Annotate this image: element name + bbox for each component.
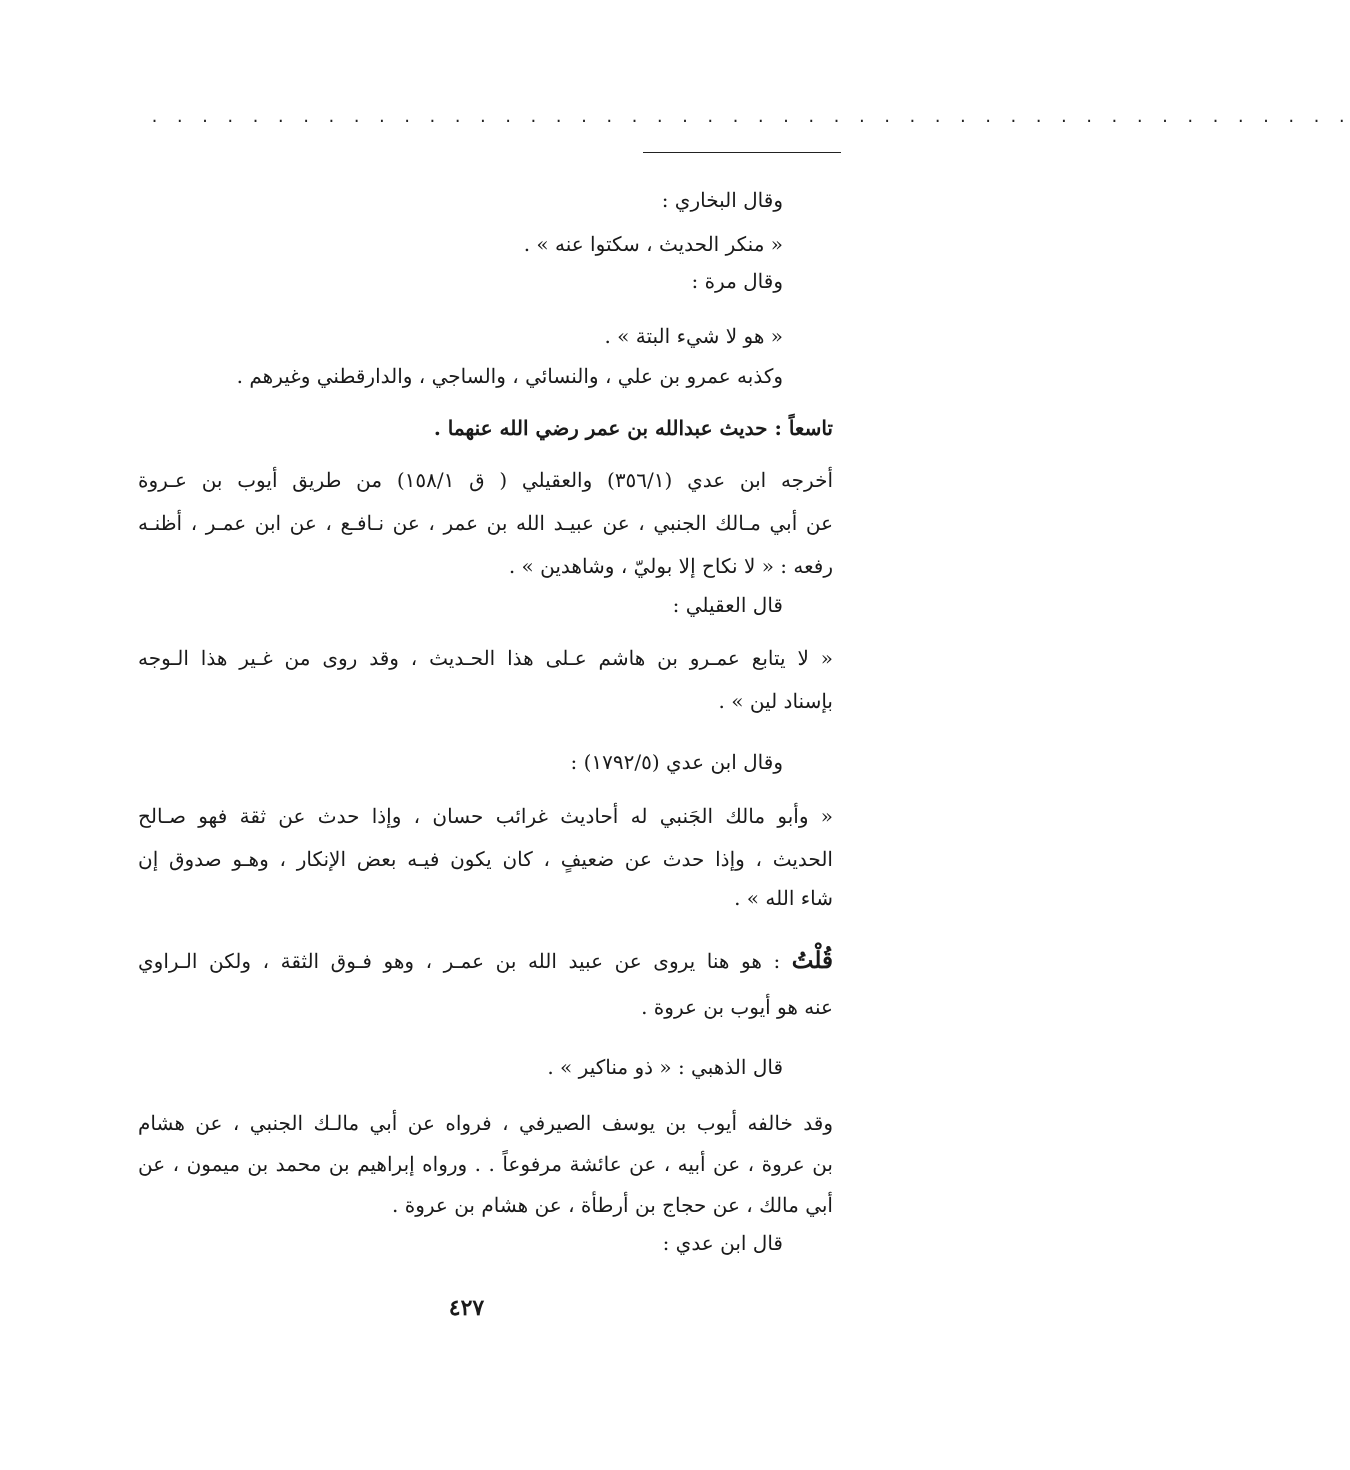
text-line: بن عروة ، عن أبيه ، عن عائشة مرفوعاً . . ورواه إبراهيم بن محمد بن ميمون ، عن	[138, 1152, 833, 1176]
text-line: « هو لا شيء البتة » .	[604, 324, 783, 348]
text-line: وقال البخاري :	[661, 188, 783, 212]
text-line: عن أبي مـالك الجنبي ، عن عبيـد الله بن عمر ، عن نـافـع ، عن ابن عمـر ، أظنـه	[138, 511, 833, 535]
text-line: قال ابن عدي :	[662, 1231, 783, 1255]
text-line: « وأبو مالك الجَنبي له أحاديث غرائب حسان ، وإذا حدث عن ثقة فهو صـالح	[138, 804, 833, 828]
qultu-label: قُلْتُ	[791, 947, 833, 974]
text-line: رفعه : « لا نكاح إلا بوليّ ، وشاهدين » .	[508, 554, 833, 578]
footnote-rule	[643, 152, 841, 153]
text-line: وكذبه عمرو بن علي ، والنسائي ، والساجي ، والدارقطني وغيرهم .	[236, 364, 783, 388]
text-line: قال الذهبي : « ذو مناكير » .	[547, 1055, 783, 1079]
text-line: عنه هو أيوب بن عروة .	[641, 995, 833, 1019]
text-line: « منكر الحديث ، سكتوا عنه » .	[523, 232, 783, 256]
text-line: وقال مرة :	[691, 269, 783, 293]
text-line: أبي مالك ، عن حجاج بن أرطأة ، عن هشام بن عروة .	[392, 1193, 833, 1217]
text-line: قال العقيلي :	[672, 593, 783, 617]
text-line: وقال ابن عدي (١٧٩٢/٥) :	[570, 750, 783, 774]
text-line: بإسناد لين » .	[718, 689, 833, 713]
text-line: شاء الله » .	[734, 886, 833, 910]
text-line: وقد خالفه أيوب بن يوسف الصيرفي ، فرواه عن أبي مالـك الجنبي ، عن هشام	[138, 1111, 833, 1135]
text-line: الحديث ، وإذا حدث عن ضعيفٍ ، كان يكون فيـه بعض الإنكار ، وهـو صدوق إن	[138, 847, 833, 871]
text-line-rest: : هو هنا يروى عن عبيد الله بن عمـر ، وهو فـوق الثقة ، ولكن الـراوي	[138, 949, 781, 973]
section-heading: تاسعاً : حديث عبدالله بن عمر رضي الله عنهما .	[433, 416, 833, 440]
dotted-separator: · · · · · · · · · · · · · · · · · · · · · · · · · · · · · · · · · · · · · · · · · · · · · · · ·	[150, 112, 1350, 130]
page-number: ٤٢٧	[448, 1295, 485, 1321]
text-line: « لا يتابع عمـرو بن هاشم عـلى هذا الحـديث ، وقد روى من غـير هذا الـوجه	[138, 646, 833, 670]
text-line	[138, 947, 833, 975]
text-line: أخرجه ابن عدي (٣٥٦/١) والعقيلي ( ق ١٥٨/١) من طريق أيوب بن عـروة	[138, 468, 834, 492]
